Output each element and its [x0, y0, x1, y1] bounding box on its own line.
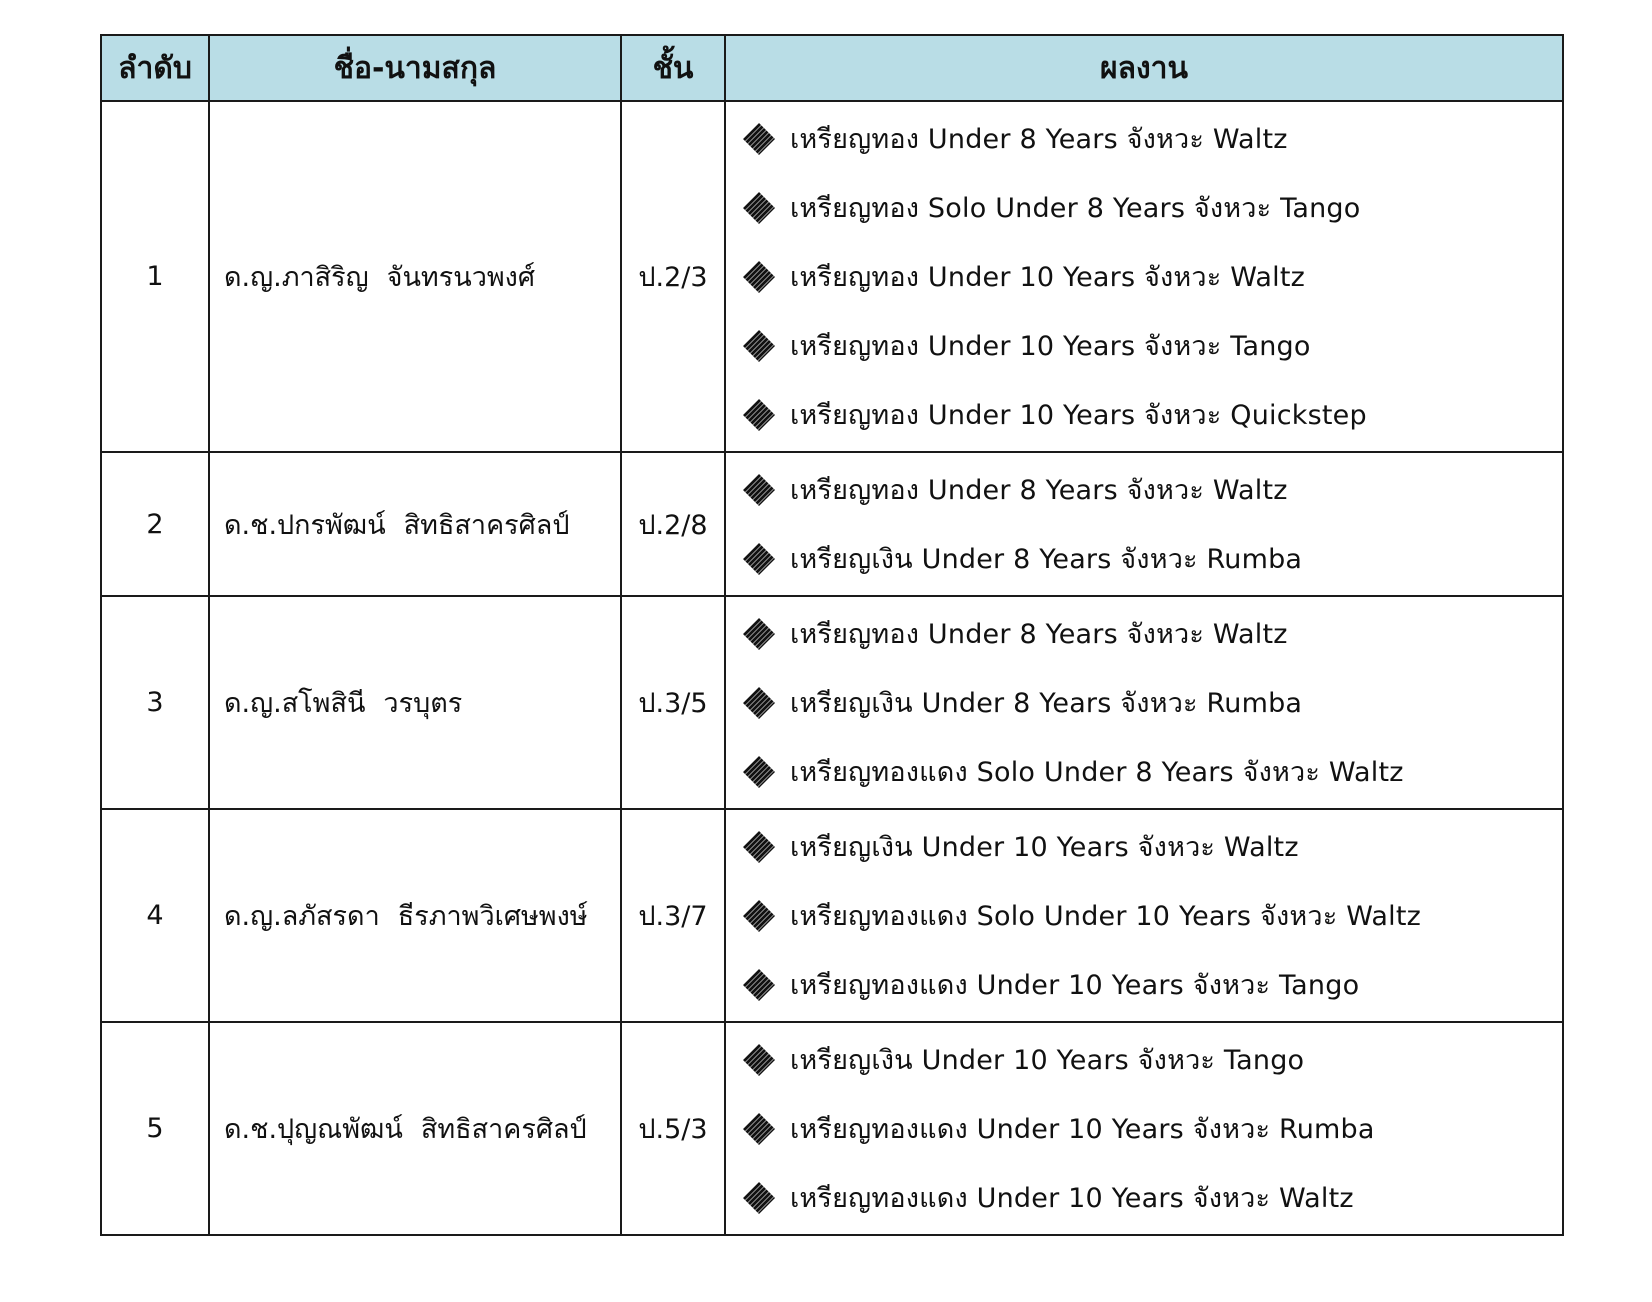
- award-item: [742, 1094, 1562, 1163]
- award-text: เหรียญทองแดง Under 10 Years จังหวะ Tango: [790, 970, 1360, 1001]
- award-text: เหรียญทองแดง Under 10 Years จังหวะ Rumba: [790, 1114, 1375, 1145]
- award-item: [742, 455, 1562, 524]
- award-item: [742, 173, 1562, 242]
- hatched-diamond-icon: [742, 686, 776, 720]
- hatched-diamond-icon: [742, 617, 776, 651]
- hatched-diamond-icon: [742, 191, 776, 225]
- table-header-row: [101, 35, 1563, 101]
- award-text: เหรียญทองแดง Solo Under 8 Years จังหวะ Waltz: [790, 757, 1404, 788]
- table-body: [101, 101, 1563, 1235]
- awards-cell: [725, 596, 1563, 809]
- student-name: [209, 101, 621, 452]
- award-text: เหรียญทอง Solo Under 8 Years จังหวะ Tango: [790, 193, 1361, 224]
- row-number: 5: [101, 1022, 209, 1235]
- award-text: เหรียญเงิน Under 8 Years จังหวะ Rumba: [790, 688, 1303, 719]
- header-grade: ชั้น: [621, 35, 725, 101]
- hatched-diamond-icon: [742, 398, 776, 432]
- awards-cell: [725, 809, 1563, 1022]
- student-grade: ป.3/7: [621, 809, 725, 1022]
- row-number: 1: [101, 101, 209, 452]
- awards-table: [100, 34, 1564, 1236]
- award-text: เหรียญทองแดง Under 10 Years จังหวะ Waltz: [790, 1183, 1354, 1214]
- student-first-name: ด.ญ.ลภัสรดา: [224, 901, 380, 932]
- student-last-name: จันทรนวพงศ์: [386, 262, 535, 293]
- award-text: เหรียญทองแดง Solo Under 10 Years จังหวะ Waltz: [790, 901, 1421, 932]
- student-last-name: สิทธิสาครศิลป์: [403, 509, 570, 541]
- student-first-name: ด.ญ.ภาสิริญ: [224, 262, 369, 293]
- student-grade: ป.2/3: [621, 101, 725, 452]
- row-number: 4: [101, 809, 209, 1022]
- table-row: [101, 596, 1563, 809]
- student-name: [209, 809, 621, 1022]
- header-no: ลำดับ: [101, 35, 209, 101]
- award-item: [742, 668, 1562, 737]
- award-item: [742, 311, 1562, 380]
- award-text: เหรียญทอง Under 8 Years จังหวะ Waltz: [790, 619, 1288, 650]
- award-text: เหรียญเงิน Under 8 Years จังหวะ Rumba: [790, 544, 1303, 575]
- award-text: เหรียญทอง Under 10 Years จังหวะ Quickstep: [790, 400, 1367, 431]
- student-last-name: ธีรภาพวิเศษพงษ์: [397, 901, 588, 932]
- award-text: เหรียญทอง Under 10 Years จังหวะ Waltz: [790, 262, 1306, 293]
- header-awards: ผลงาน: [725, 35, 1563, 101]
- award-item: [742, 524, 1562, 593]
- header-name: ชื่อ-นามสกุล: [209, 35, 621, 101]
- table-row: [101, 452, 1563, 596]
- student-last-name: สิทธิสาครศิลป์: [420, 1114, 587, 1145]
- award-item: [742, 599, 1562, 668]
- student-name: [209, 452, 621, 596]
- awards-cell: [725, 1022, 1563, 1235]
- award-item: [742, 242, 1562, 311]
- hatched-diamond-icon: [742, 542, 776, 576]
- awards-cell: [725, 452, 1563, 596]
- awards-cell: [725, 101, 1563, 452]
- hatched-diamond-icon: [742, 755, 776, 789]
- student-first-name: ด.ช.ปุญณพัฒน์: [224, 1114, 403, 1145]
- row-number: 3: [101, 596, 209, 809]
- student-last-name: วรบุตร: [383, 688, 463, 719]
- award-text: เหรียญเงิน Under 10 Years จังหวะ Tango: [790, 1045, 1305, 1076]
- award-item: [742, 881, 1562, 950]
- hatched-diamond-icon: [742, 899, 776, 933]
- hatched-diamond-icon: [742, 968, 776, 1002]
- hatched-diamond-icon: [742, 830, 776, 864]
- award-item: [742, 104, 1562, 173]
- hatched-diamond-icon: [742, 260, 776, 294]
- table-row: [101, 809, 1563, 1022]
- award-item: [742, 812, 1562, 881]
- hatched-diamond-icon: [742, 1043, 776, 1077]
- hatched-diamond-icon: [742, 473, 776, 507]
- award-item: [742, 380, 1562, 449]
- award-item: [742, 950, 1562, 1019]
- award-item: [742, 1163, 1562, 1232]
- student-first-name: ด.ญ.สโพสินี: [224, 688, 366, 719]
- award-item: [742, 737, 1562, 806]
- row-number: 2: [101, 452, 209, 596]
- award-text: เหรียญทอง Under 8 Years จังหวะ Waltz: [790, 475, 1288, 506]
- award-item: [742, 1025, 1562, 1094]
- hatched-diamond-icon: [742, 122, 776, 156]
- award-text: เหรียญทอง Under 8 Years จังหวะ Waltz: [790, 124, 1288, 155]
- student-grade: ป.5/3: [621, 1022, 725, 1235]
- student-name: [209, 1022, 621, 1235]
- student-grade: ป.3/5: [621, 596, 725, 809]
- table-row: [101, 1022, 1563, 1235]
- hatched-diamond-icon: [742, 1112, 776, 1146]
- hatched-diamond-icon: [742, 329, 776, 363]
- award-text: เหรียญทอง Under 10 Years จังหวะ Tango: [790, 331, 1311, 362]
- award-text: เหรียญเงิน Under 10 Years จังหวะ Waltz: [790, 832, 1299, 863]
- table-row: [101, 101, 1563, 452]
- hatched-diamond-icon: [742, 1181, 776, 1215]
- student-grade: ป.2/8: [621, 452, 725, 596]
- student-first-name: ด.ช.ปกรพัฒน์: [224, 509, 386, 541]
- student-name: [209, 596, 621, 809]
